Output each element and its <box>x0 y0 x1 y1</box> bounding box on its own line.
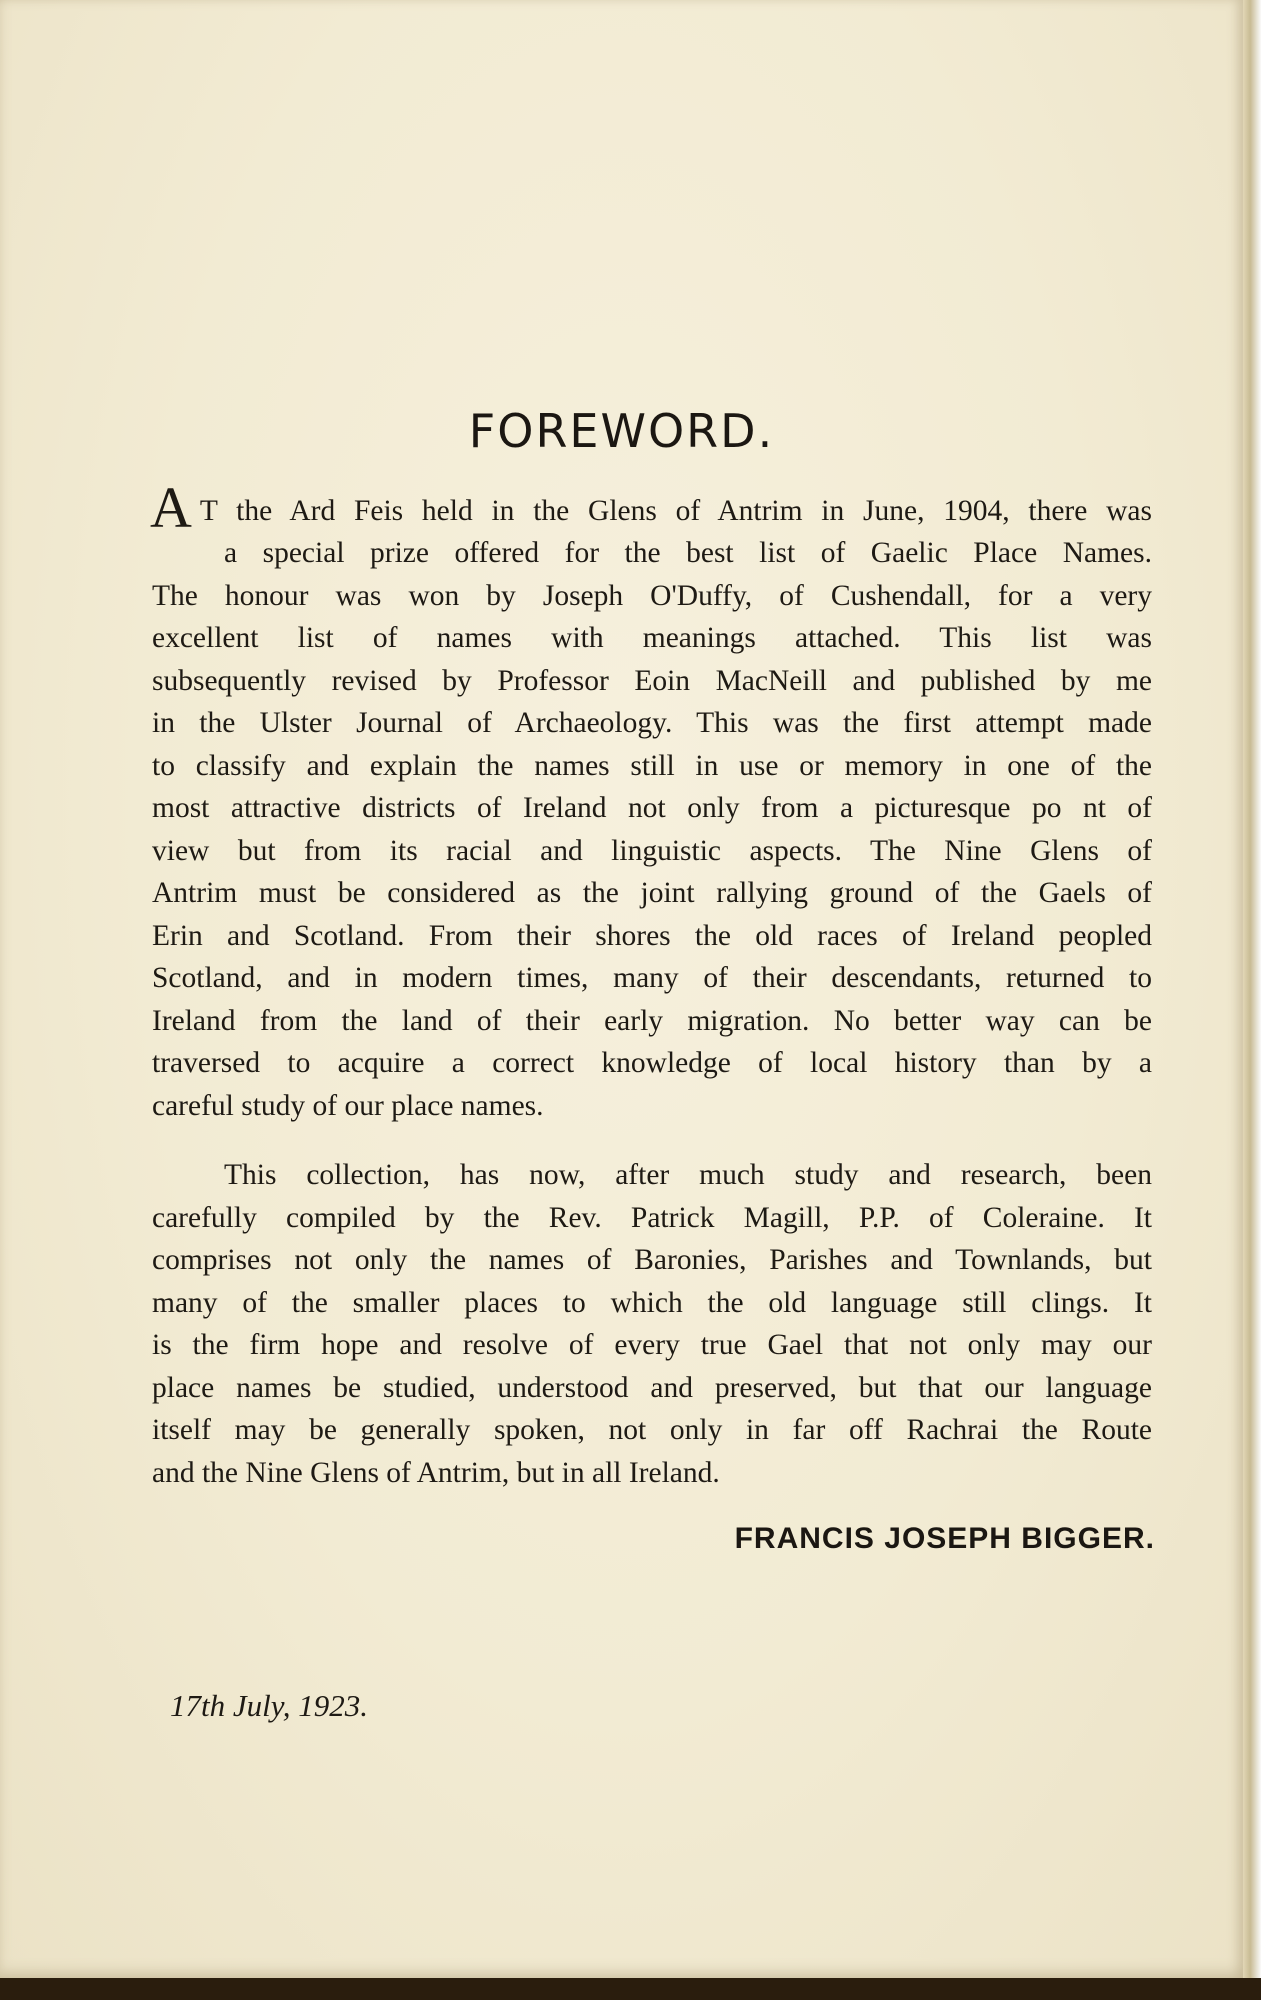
text-line: itself may be generally spoken, not only in far off Rachrai the Route <box>152 1414 1152 1446</box>
date: 17th July, 1923. <box>170 1688 369 1723</box>
page-edge-bottom <box>0 1978 1261 2000</box>
text-line: most attractive districts of Ireland not only from a picturesque po nt of <box>152 792 1152 824</box>
text-line: Scotland, and in modern times, many of their descendants, returned to <box>152 962 1152 994</box>
text-line: is the firm hope and resolve of every true Gael that not only may our <box>152 1329 1152 1361</box>
text-line: T the Ard Feis held in the Glens of Antrim in June, 1904, there was <box>199 494 1152 527</box>
text-line: comprises not only the names of Baronies, Parishes and Townlands, but <box>152 1244 1152 1276</box>
text-line: to classify and explain the names still in use or memory in one of the <box>152 749 1152 782</box>
signature: FRANCIS JOSEPH BIGGER. <box>734 1522 1155 1555</box>
text-line: place names be studied, understood and preserved, but that our language <box>152 1371 1152 1404</box>
paragraph-1-first-line <box>150 475 1152 540</box>
text-line: many of the smaller places to which the old language still clings. It <box>152 1286 1152 1319</box>
text-line: This collection, has now, after much study and research, been <box>224 1159 1152 1191</box>
drop-cap: A <box>150 475 192 540</box>
text-line: traversed to acquire a correct knowledge of local history than by a <box>152 1047 1152 1079</box>
text-line: subsequently revised by Professor Eoin MacNeill and published by me <box>152 664 1152 697</box>
text-line: and the Nine Glens of Antrim, but in all Ireland. <box>152 1456 720 1489</box>
text-line: a special prize offered for the best list of Gaelic Place Names. <box>224 537 1152 569</box>
page-title: FOREWORD. <box>468 404 775 458</box>
text-line: carefully compiled by the Rev. Patrick Magill, P.P. of Coleraine. It <box>152 1201 1152 1234</box>
text-line: careful study of our place names. <box>152 1089 544 1122</box>
text-line: Ireland from the land of their early migration. No better way can be <box>152 1004 1152 1037</box>
paragraph-1 <box>150 475 1152 1127</box>
text-line: view but from its racial and linguistic aspects. The Nine Glens of <box>152 834 1152 867</box>
text-line: in the Ulster Journal of Archaeology. This was the first attempt made <box>152 707 1152 739</box>
page-edge-right <box>1243 0 1261 2000</box>
text-line: excellent list of names with meanings attached. This list was <box>152 622 1152 654</box>
text-line: Antrim must be considered as the joint rallying ground of the Gaels of <box>152 877 1152 909</box>
paragraph-2 <box>152 1154 1152 1494</box>
text-line: Erin and Scotland. From their shores the old races of Ireland peopled <box>152 919 1152 952</box>
text-line: The honour was won by Joseph O'Duffy, of Cushendall, for a very <box>152 579 1152 612</box>
